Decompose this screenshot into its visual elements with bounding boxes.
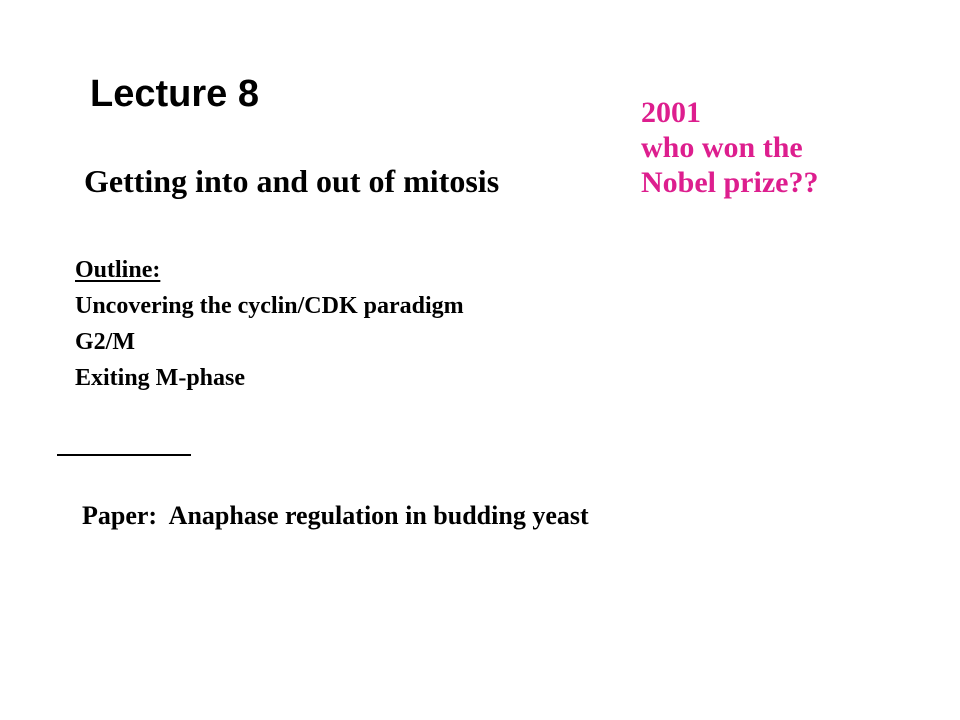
lecture-title: Lecture 8 bbox=[90, 73, 259, 115]
nobel-year: 2001 bbox=[641, 96, 701, 129]
outline-heading: Outline: bbox=[75, 257, 161, 283]
outline-section bbox=[75, 252, 464, 396]
paper-title: Anaphase regulation in budding yeast bbox=[168, 501, 589, 530]
divider-line bbox=[57, 454, 191, 456]
nobel-line-3: Nobel prize?? bbox=[641, 166, 819, 199]
outline-item: Exiting M-phase bbox=[75, 365, 246, 391]
outline-item: G2/M bbox=[75, 329, 135, 355]
nobel-line-2: who won the bbox=[641, 131, 803, 164]
paper-line bbox=[82, 499, 589, 533]
lecture-subtitle: Getting into and out of mitosis bbox=[84, 163, 500, 199]
outline-item: Uncovering the cyclin/CDK paradigm bbox=[75, 293, 464, 319]
paper-label: Paper: bbox=[82, 501, 158, 530]
nobel-question bbox=[641, 95, 818, 200]
